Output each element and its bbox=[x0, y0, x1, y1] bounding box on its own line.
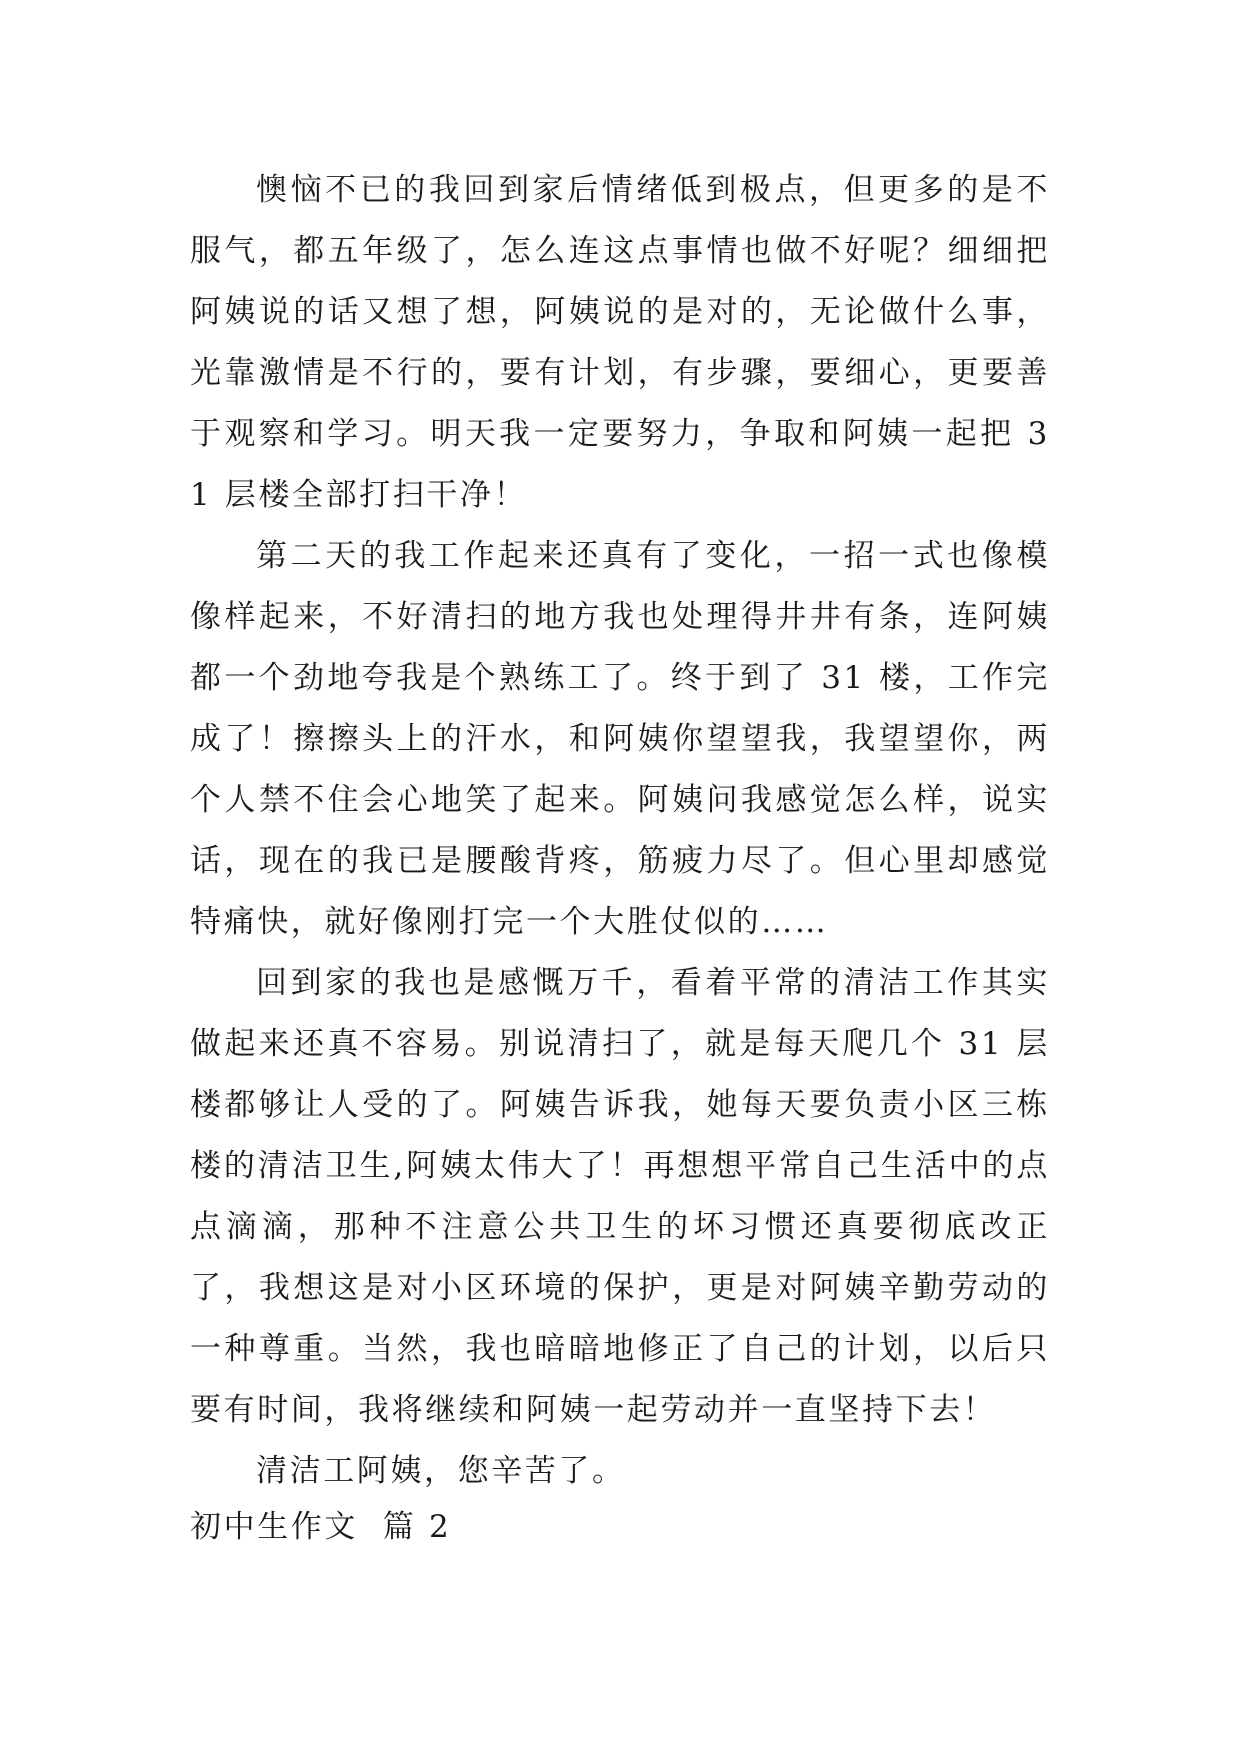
paragraph-2: 第二天的我工作起来还真有了变化，一招一式也像模像样起来，不好清扫的地方我也处理得井井有条，连阿姨都一个劲地夸我是个熟练工了。终于到了 31 楼，工作完成了！擦擦头上的汗水，和阿姨你望望我，我望望你，两个人禁不住会心地笑了起来。阿姨问我感觉怎么样，说实话，现在的我已是腰酸背疼，筋疲力尽了。但心里却感觉特痛快，就好像刚打完一个大胜仗似的…… bbox=[190, 538, 1050, 940]
paragraph-3: 回到家的我也是感慨万千，看着平常的清洁工作其实做起来还真不容易。别说清扫了，就是每天爬几个 31 层楼都够让人受的了。阿姨告诉我，她每天要负责小区三栋楼的清洁卫生,阿姨太伟大了！再想想平常自己生活中的点点滴滴，那种不注意公共卫生的坏习惯还真要彻底改正了，我想这是对小区环境的保护，更是对阿姨辛勤劳动的一种尊重。当然，我也暗暗地修正了自己的计划，以后只要有时间，我将继续和阿姨一起劳动并一直坚持下去！ bbox=[190, 965, 1050, 1428]
document-body bbox=[190, 160, 1050, 1502]
paragraph-1: 懊恼不已的我回到家后情绪低到极点，但更多的是不服气，都五年级了，怎么连这点事情也做不好呢？细细把阿姨说的话又想了想，阿姨说的是对的，无论做什么事，光靠激情是不行的，要有计划，有步骤，要细心，更要善于观察和学习。明天我一定要努力，争取和阿姨一起把 31 层楼全部打扫干净！ bbox=[190, 172, 1050, 513]
section-heading: 初中生作文 篇 2 bbox=[190, 1509, 452, 1545]
paragraph-4: 清洁工阿姨，您辛苦了。 bbox=[256, 1453, 626, 1489]
